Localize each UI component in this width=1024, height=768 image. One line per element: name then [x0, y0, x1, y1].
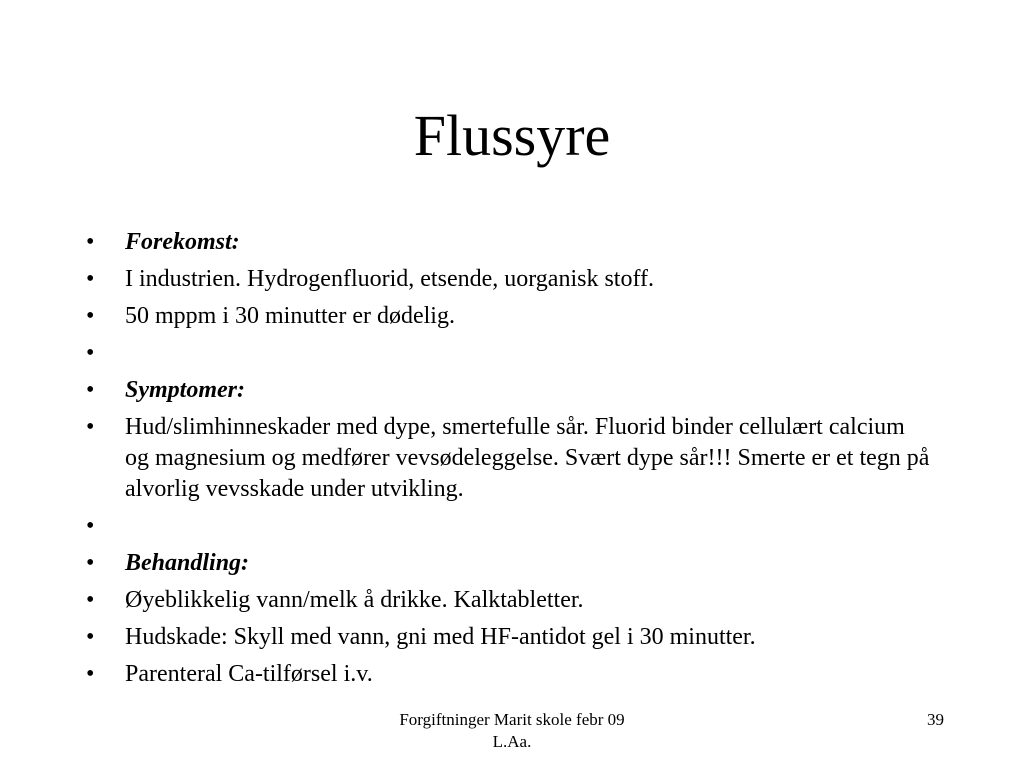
footer-text	[362, 709, 662, 753]
bullet-item	[0, 585, 1024, 616]
bullet-text	[125, 513, 131, 539]
bullet-list	[0, 227, 1024, 696]
page-number: 39	[927, 710, 944, 729]
slide-title: Flussyre	[413, 103, 611, 168]
bullet-text	[125, 340, 131, 366]
bullet-heading: Forekomst:	[125, 229, 240, 255]
footer-line-2: L.Aa.	[492, 732, 532, 751]
bullet-heading: Symptomer:	[125, 377, 245, 403]
bullet-text: Hudskade: Skyll med vann, gni med HF-antidot gel i 30 minutter.	[125, 624, 756, 650]
bullet-icon: •	[86, 513, 95, 539]
bullet-item	[0, 412, 1024, 505]
bullet-icon: •	[86, 377, 95, 403]
bullet-icon: •	[86, 587, 95, 613]
bullet-item	[0, 301, 1024, 332]
bullet-item	[0, 622, 1024, 653]
bullet-text: Øyeblikkelig vann/melk å drikke. Kalktabletter.	[125, 587, 584, 613]
bullet-heading: Behandling:	[125, 550, 250, 576]
bullet-icon: •	[86, 414, 95, 440]
bullet-text: Hud/slimhinneskader med dype, smertefulle sår. Fluorid binder cellulært calcium og magnesium og medfører vevsødeleggelse. Svært dype sår!!! Smerte er et tegn på alvorlig vevsskade under utvikling.	[125, 414, 930, 502]
bullet-icon: •	[86, 624, 95, 650]
bullet-text: 50 mppm i 30 minutter er dødelig.	[125, 303, 455, 329]
bullet-item	[0, 264, 1024, 295]
bullet-item-empty	[0, 338, 1024, 369]
bullet-icon: •	[86, 266, 95, 292]
bullet-icon: •	[86, 229, 95, 255]
bullet-item	[0, 548, 1024, 579]
bullet-icon: •	[86, 340, 95, 366]
bullet-text: Parenteral Ca-tilførsel i.v.	[125, 661, 373, 687]
bullet-icon: •	[86, 303, 95, 329]
bullet-text: I industrien. Hydrogenfluorid, etsende, uorganisk stoff.	[125, 266, 655, 292]
bullet-item-empty	[0, 511, 1024, 542]
bullet-icon: •	[86, 661, 95, 687]
bullet-item	[0, 659, 1024, 690]
bullet-icon: •	[86, 550, 95, 576]
bullet-item	[0, 227, 1024, 258]
bullet-item	[0, 375, 1024, 406]
footer-line-1: Forgiftninger Marit skole febr 09	[399, 710, 625, 729]
